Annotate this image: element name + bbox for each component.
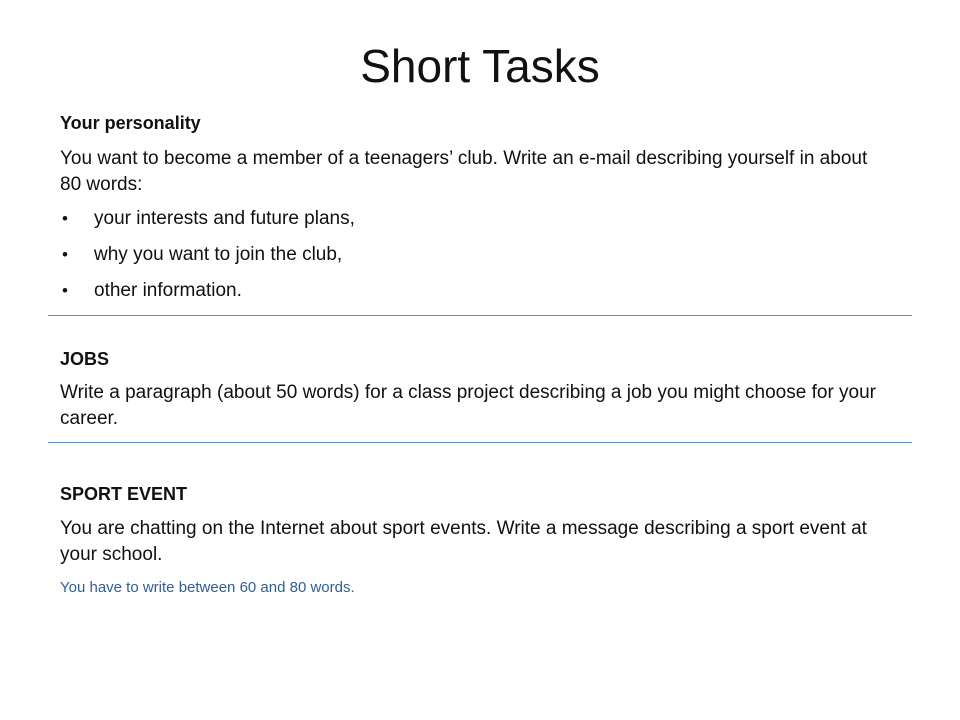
section-text: You are chatting on the Internet about sport events. Write a message describing a sport event at your school. — [60, 518, 867, 565]
section-sport-event — [60, 483, 880, 598]
section-divider — [48, 442, 912, 443]
bullet-list — [60, 206, 880, 304]
bullet-icon: • — [62, 281, 68, 300]
bullet-item — [60, 206, 880, 232]
bullet-text: why you want to join the club, — [94, 244, 343, 265]
bullet-item — [60, 242, 880, 268]
section-heading: SPORT EVENT — [60, 484, 188, 504]
section-note: You have to write between 60 and 80 words. — [60, 579, 355, 596]
bullet-item — [60, 278, 880, 304]
section-heading: JOBS — [60, 349, 110, 369]
section-jobs — [60, 348, 880, 432]
bullet-text: your interests and future plans, — [94, 208, 355, 229]
slide-title: Short Tasks — [360, 40, 600, 92]
section-text: Write a paragraph (about 50 words) for a class project describing a job you might choose for your career. — [60, 382, 877, 429]
bullet-text: other information. — [94, 280, 242, 301]
bullet-icon: • — [62, 245, 68, 264]
section-heading: Your personality — [60, 113, 201, 133]
section-personality — [60, 112, 880, 304]
section-divider — [48, 315, 912, 316]
bullet-icon: • — [62, 209, 68, 228]
section-text: You want to become a member of a teenagers’ club. Write an e-mail describing yourself in about 80 words: — [60, 148, 868, 195]
